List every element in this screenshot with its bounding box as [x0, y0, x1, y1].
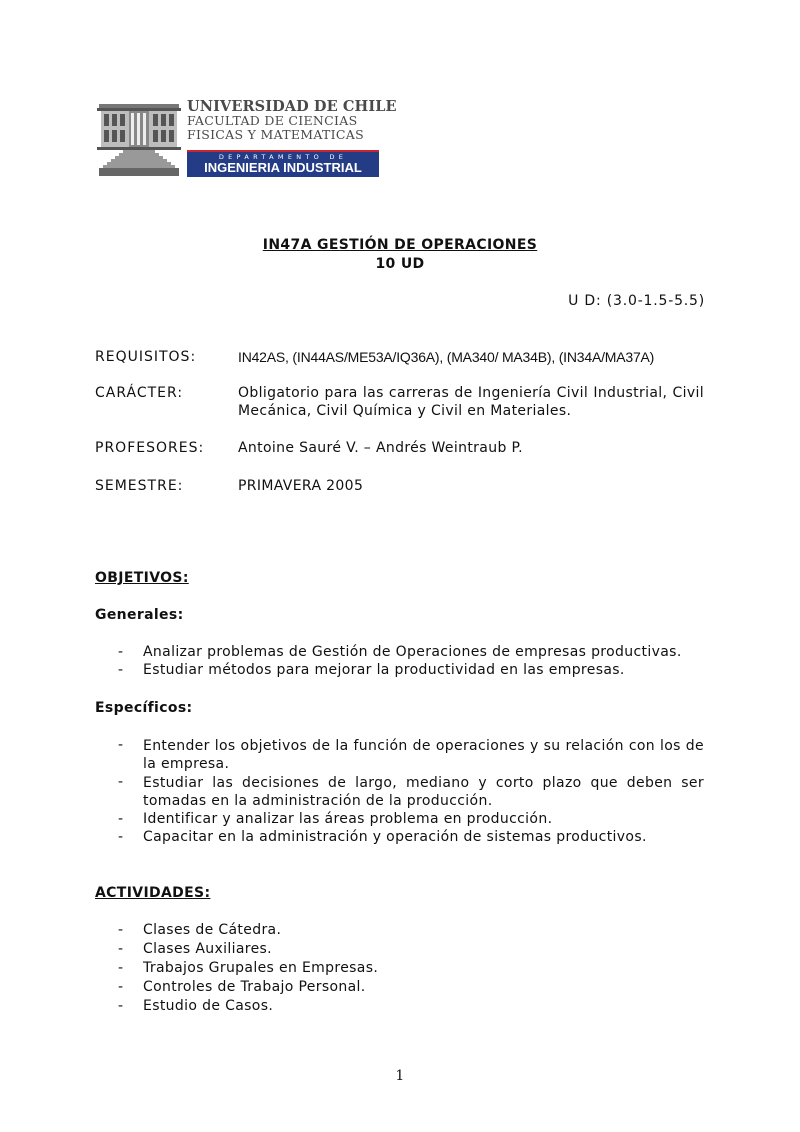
- list-item: Identificar y analizar las áreas problema en producción.: [143, 811, 553, 827]
- caracter-line-1: Obligatorio para las carreras de Ingeniería Civil Industrial, Civil: [238, 385, 704, 401]
- list-item: [143, 774, 704, 810]
- list-item: Analizar problemas de Gestión de Operaciones de empresas productivas.: [143, 644, 682, 660]
- semestre-value: PRIMAVERA 2005: [238, 478, 364, 494]
- bullet: -: [118, 774, 124, 790]
- list-item: Clases Auxiliares.: [143, 941, 272, 957]
- objetivos-heading: OBJETIVOS:: [95, 570, 189, 586]
- bullet: -: [118, 829, 124, 845]
- list-item: Trabajos Grupales en Empresas.: [143, 960, 379, 976]
- list-item-line-2: tomadas en la administración de la producción.: [143, 793, 493, 809]
- actividades-heading: ACTIVIDADES:: [95, 885, 211, 901]
- bullet: -: [118, 998, 124, 1014]
- department-name: INGENIERIA INDUSTRIAL: [204, 160, 362, 175]
- list-item: Clases de Cátedra.: [143, 922, 282, 938]
- bullet: -: [118, 960, 124, 976]
- list-item: Controles de Trabajo Personal.: [143, 979, 366, 995]
- requisitos-value: IN42AS, (IN44AS/ME53A/IQ36A), (MA340/ MA34B), (IN34A/MA37A): [238, 349, 655, 365]
- profesores-label: PROFESORES:: [95, 440, 205, 456]
- especificos-heading: Específicos:: [95, 700, 193, 716]
- bullet: -: [118, 737, 124, 753]
- bullet: -: [118, 662, 124, 678]
- course-credits: 10 UD: [375, 256, 425, 272]
- course-title: IN47A GESTIÓN DE OPERACIONES: [262, 237, 538, 253]
- list-item: [143, 737, 704, 773]
- list-item-line-1: Estudiar las decisiones de largo, mediano y corto plazo que deben ser: [143, 775, 704, 791]
- requisitos-label: REQUISITOS:: [95, 349, 197, 365]
- bullet: -: [118, 979, 124, 995]
- department-banner: [187, 150, 379, 177]
- university-building-icon: [97, 98, 181, 178]
- department-small-label: DEPARTAMENTO DE: [218, 153, 348, 161]
- list-item-line-2: la empresa.: [143, 756, 230, 772]
- faculty-line-1: FACULTAD DE CIENCIAS: [187, 113, 358, 128]
- caracter-line-2: Mecánica, Civil Química y Civil en Materiales.: [238, 403, 572, 419]
- generales-heading: Generales:: [95, 607, 184, 623]
- list-item: Capacitar en la administración y operación de sistemas productivos.: [143, 829, 647, 845]
- page-number: 1: [395, 1068, 405, 1084]
- caracter-label: CARÁCTER:: [95, 385, 184, 401]
- list-item: Estudio de Casos.: [143, 998, 274, 1014]
- bullet: -: [118, 811, 124, 827]
- profesores-value: Antoine Sauré V. – Andrés Weintraub P.: [238, 440, 523, 456]
- list-item-line-1: Entender los objetivos de la función de operaciones y su relación con los de: [143, 738, 704, 754]
- list-item: Estudiar métodos para mejorar la productividad en las empresas.: [143, 662, 625, 678]
- bullet: -: [118, 941, 124, 957]
- faculty-line-2: FISICAS Y MATEMATICAS: [187, 127, 364, 142]
- university-name: UNIVERSIDAD DE CHILE: [187, 98, 397, 115]
- course-ud: U D: (3.0-1.5-5.5): [568, 293, 705, 309]
- university-logo: [97, 98, 397, 178]
- semestre-label: SEMESTRE:: [95, 478, 184, 494]
- bullet: -: [118, 644, 124, 660]
- bullet: -: [118, 922, 124, 938]
